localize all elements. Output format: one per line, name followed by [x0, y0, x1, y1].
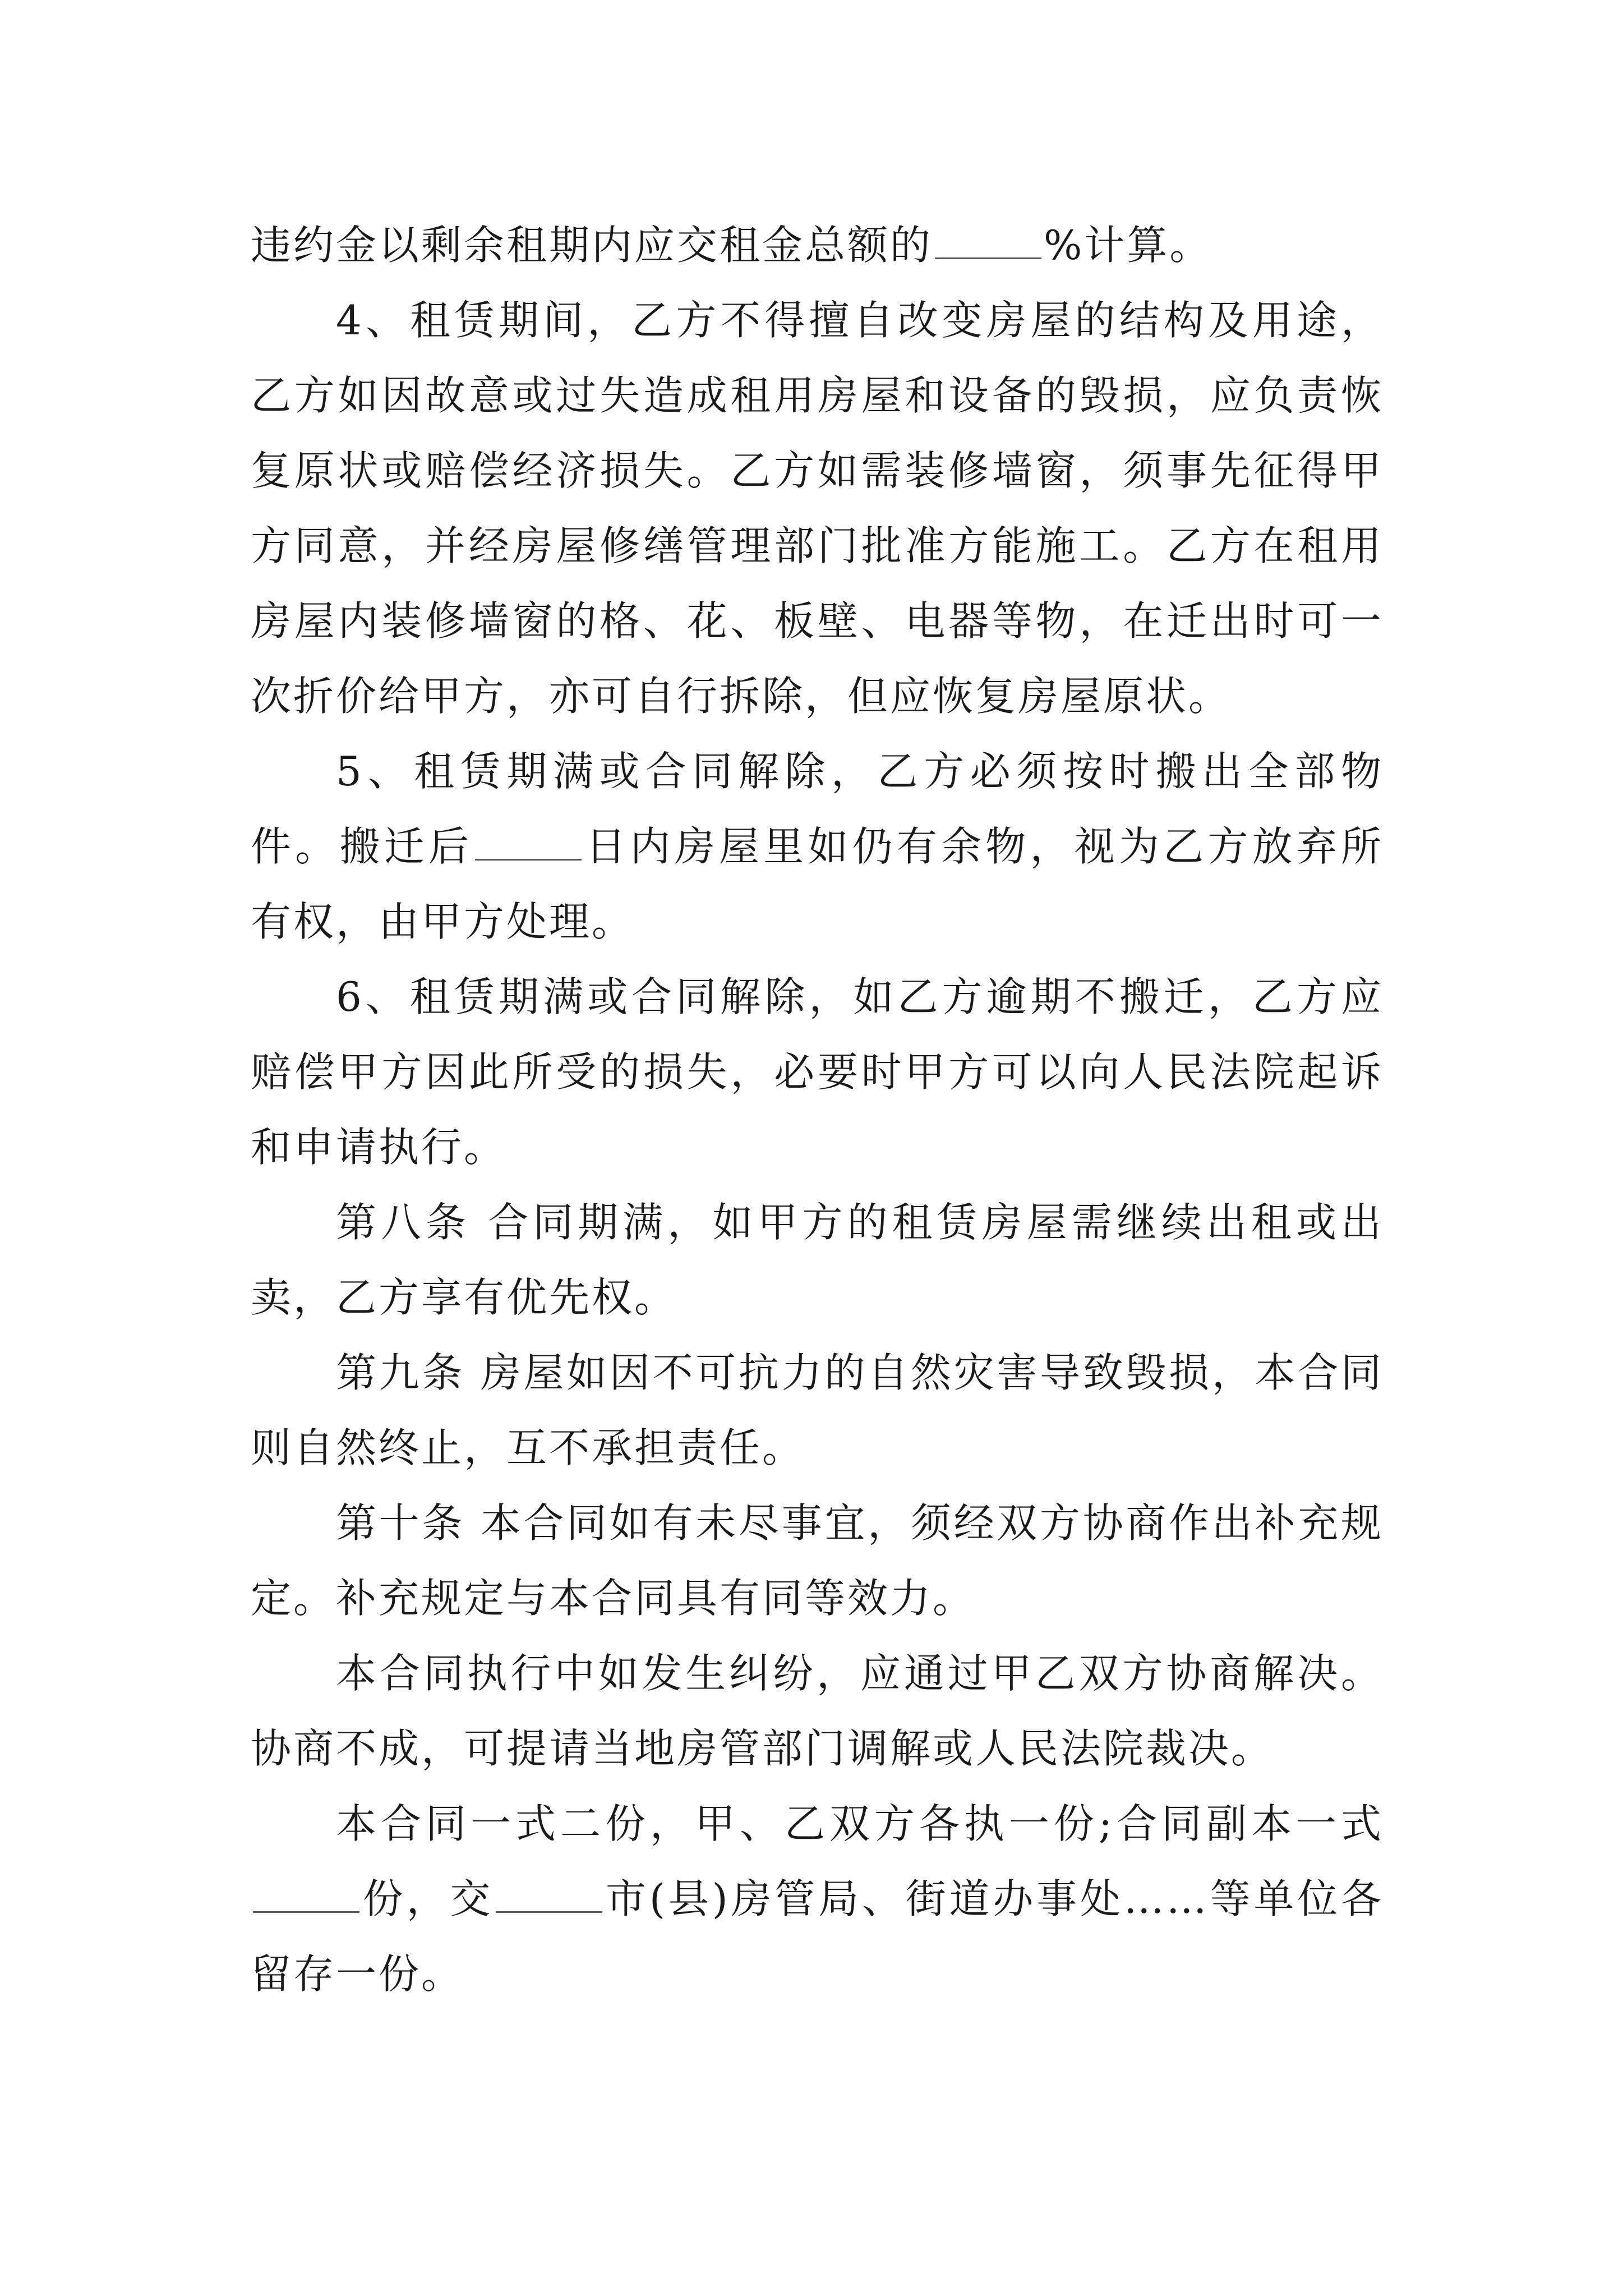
text-segment: 本合同一式二份，甲、乙双方各执一份;合同副本一式 [336, 1800, 1384, 1847]
paragraph-article-9: 第九条 房屋如因不可抗力的自然灾害导致毁损，本合同则自然终止，互不承担责任。 [251, 1349, 1384, 1471]
paragraph-copies [251, 1786, 1384, 2012]
text-segment: 份，交 [362, 1875, 494, 1922]
paragraph-article-8: 第八条 合同期满，如甲方的租赁房屋需继续出租或出卖，乙方享有优先权。 [251, 1199, 1384, 1321]
fill-in-blank [496, 1880, 602, 1913]
text-segment: 违约金以剩余租期内应交租金总额的 [251, 222, 933, 269]
text-segment: 市(县)房管局、街道办事处……等单位各留存一份。 [251, 1875, 1384, 1998]
paragraph-clause-6: 6、租赁期满或合同解除，如乙方逾期不搬迁，乙方应赔偿甲方因此所受的损失，必要时甲方可以向人民法院起诉和申请执行。 [251, 973, 1384, 1171]
text-segment: 日内房屋里如仍有余物，视为乙方放弃所有权，由甲方处理。 [251, 823, 1384, 945]
paragraph-clause-4: 4、租赁期间，乙方不得擅自改变房屋的结构及用途，乙方如因故意或过失造成租用房屋和设备的毁损，应负责恢复原状或赔偿经济损失。乙方如需装修墙窗，须事先征得甲方同意，并经房屋修缮管理部门批准方能施工。乙方在租用房屋内装修墙窗的格、花、板壁、电器等物，在迁出时可一次折价给甲方，亦可自行拆除，但应恢复房屋原状。 [251, 297, 1384, 720]
fill-in-blank [475, 827, 582, 861]
contract-body [251, 208, 1384, 2012]
fill-in-blank [253, 1880, 359, 1913]
fill-in-blank [935, 226, 1041, 259]
paragraph-clause-5 [251, 734, 1384, 959]
paragraph-article-10: 第十条 本合同如有未尽事宜，须经双方协商作出补充规定。补充规定与本合同具有同等效力。 [251, 1499, 1384, 1622]
text-segment: %计算。 [1044, 222, 1212, 269]
paragraph-dispute-resolution: 本合同执行中如发生纠纷，应通过甲乙双方协商解决。协商不成，可提请当地房管部门调解或人民法院裁决。 [251, 1650, 1384, 1772]
paragraph-penalty-continuation [251, 208, 1384, 283]
text-segment: 5、租赁期满或合同解除，乙方必须按时搬出全部物件。搬迁后 [251, 748, 1384, 870]
